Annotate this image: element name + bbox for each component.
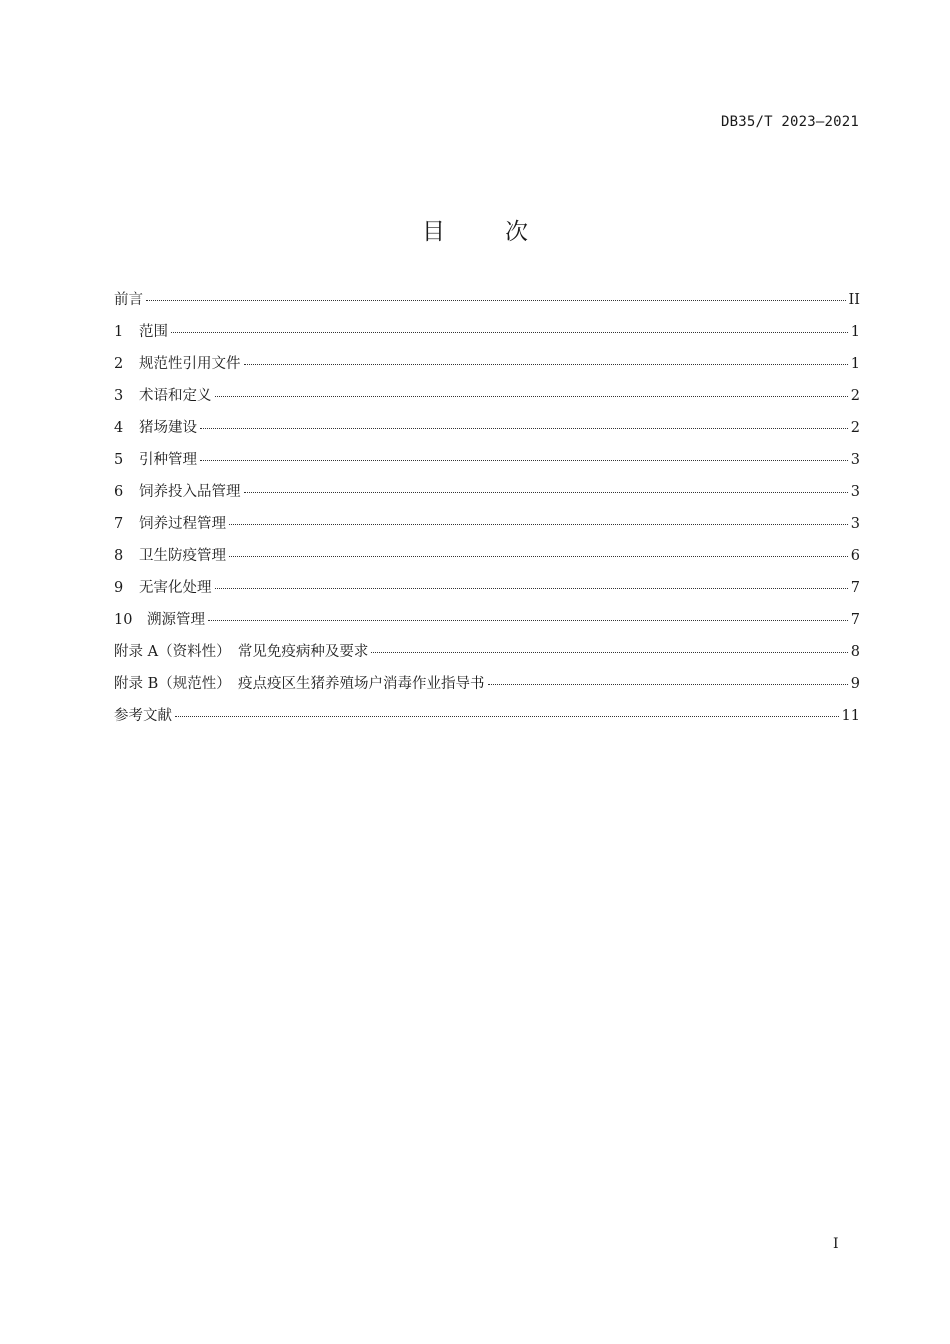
toc-entry[interactable]: [114, 672, 860, 704]
toc-dot-leader: [215, 396, 848, 397]
document-code: DB35/T 2023—2021: [720, 114, 859, 130]
toc-entry[interactable]: [114, 352, 860, 384]
toc-entry-page: 9: [850, 676, 860, 692]
toc-entry-label: 饲养投入品管理: [139, 484, 241, 500]
toc-entry[interactable]: [114, 320, 860, 352]
toc-dot-leader: [175, 716, 839, 717]
toc-entry-number: 10: [114, 612, 133, 628]
toc-entry-page: 3: [850, 452, 860, 468]
toc-entry-number: 4: [114, 420, 124, 436]
page-number: I: [833, 1236, 839, 1252]
toc-entry-page: 2: [850, 420, 860, 436]
toc-entry[interactable]: [114, 416, 860, 448]
toc-entry[interactable]: [114, 512, 860, 544]
toc-entry-page: 11: [841, 708, 860, 724]
toc-entry-label: 猪场建设: [139, 420, 197, 436]
toc-dot-leader: [371, 652, 847, 653]
toc-entry-page: 3: [850, 516, 860, 532]
toc-entry-label: 附录 A（资料性） 常见免疫病种及要求: [114, 644, 369, 660]
toc-dot-leader: [244, 364, 848, 365]
toc-entry-number: 6: [114, 484, 124, 500]
page-title: 目次: [422, 219, 588, 246]
toc-entry-page: II: [848, 292, 860, 308]
toc-dot-leader: [200, 460, 848, 461]
toc-entry-label: 术语和定义: [139, 388, 212, 404]
toc-entry-page: 7: [850, 612, 860, 628]
toc-entry[interactable]: [114, 384, 860, 416]
toc-entry-label: 参考文献: [114, 708, 172, 724]
toc-entry-label: 引种管理: [139, 452, 197, 468]
toc-entry[interactable]: [114, 704, 860, 736]
toc-dot-leader: [200, 428, 848, 429]
toc-entry-label: 前言: [114, 292, 143, 308]
toc-entry-page: 3: [850, 484, 860, 500]
toc-entry-page: 1: [850, 356, 860, 372]
toc-entry[interactable]: [114, 544, 860, 576]
toc-entry-number: 7: [114, 516, 124, 532]
toc-entry-number: 1: [114, 324, 124, 340]
toc-entry-number: 2: [114, 356, 124, 372]
toc-entry-label: 规范性引用文件: [139, 356, 241, 372]
toc-entry-page: 7: [850, 580, 860, 596]
toc-dot-leader: [244, 492, 848, 493]
toc-dot-leader: [488, 684, 848, 685]
toc-entry-number: 8: [114, 548, 124, 564]
toc-entry-label: 范围: [139, 324, 168, 340]
toc-entry-label: 附录 B（规范性） 疫点疫区生猪养殖场户消毒作业指导书: [114, 676, 485, 692]
toc-entry-page: 6: [850, 548, 860, 564]
toc-entry-page: 2: [850, 388, 860, 404]
toc-dot-leader: [171, 332, 848, 333]
toc-entry-label: 无害化处理: [139, 580, 212, 596]
toc-entry[interactable]: [114, 608, 860, 640]
toc-entry-label: 卫生防疫管理: [139, 548, 226, 564]
toc-dot-leader: [229, 524, 848, 525]
toc-dot-leader: [229, 556, 848, 557]
toc-entry-label: 饲养过程管理: [139, 516, 226, 532]
toc-dot-leader: [215, 588, 848, 589]
toc-entry-number: 9: [114, 580, 124, 596]
toc-entry-number: 3: [114, 388, 124, 404]
toc-dot-leader: [146, 300, 846, 301]
toc-entry-label: 溯源管理: [147, 612, 205, 628]
toc-entry[interactable]: [114, 480, 860, 512]
toc-entry-number: 5: [114, 452, 124, 468]
toc-entry[interactable]: [114, 576, 860, 608]
toc-entry-page: 8: [850, 644, 860, 660]
toc-dot-leader: [208, 620, 848, 621]
table-of-contents: [114, 288, 860, 736]
toc-entry[interactable]: [114, 448, 860, 480]
toc-entry[interactable]: [114, 640, 860, 672]
toc-entry-page: 1: [850, 324, 860, 340]
toc-entry[interactable]: [114, 288, 860, 320]
